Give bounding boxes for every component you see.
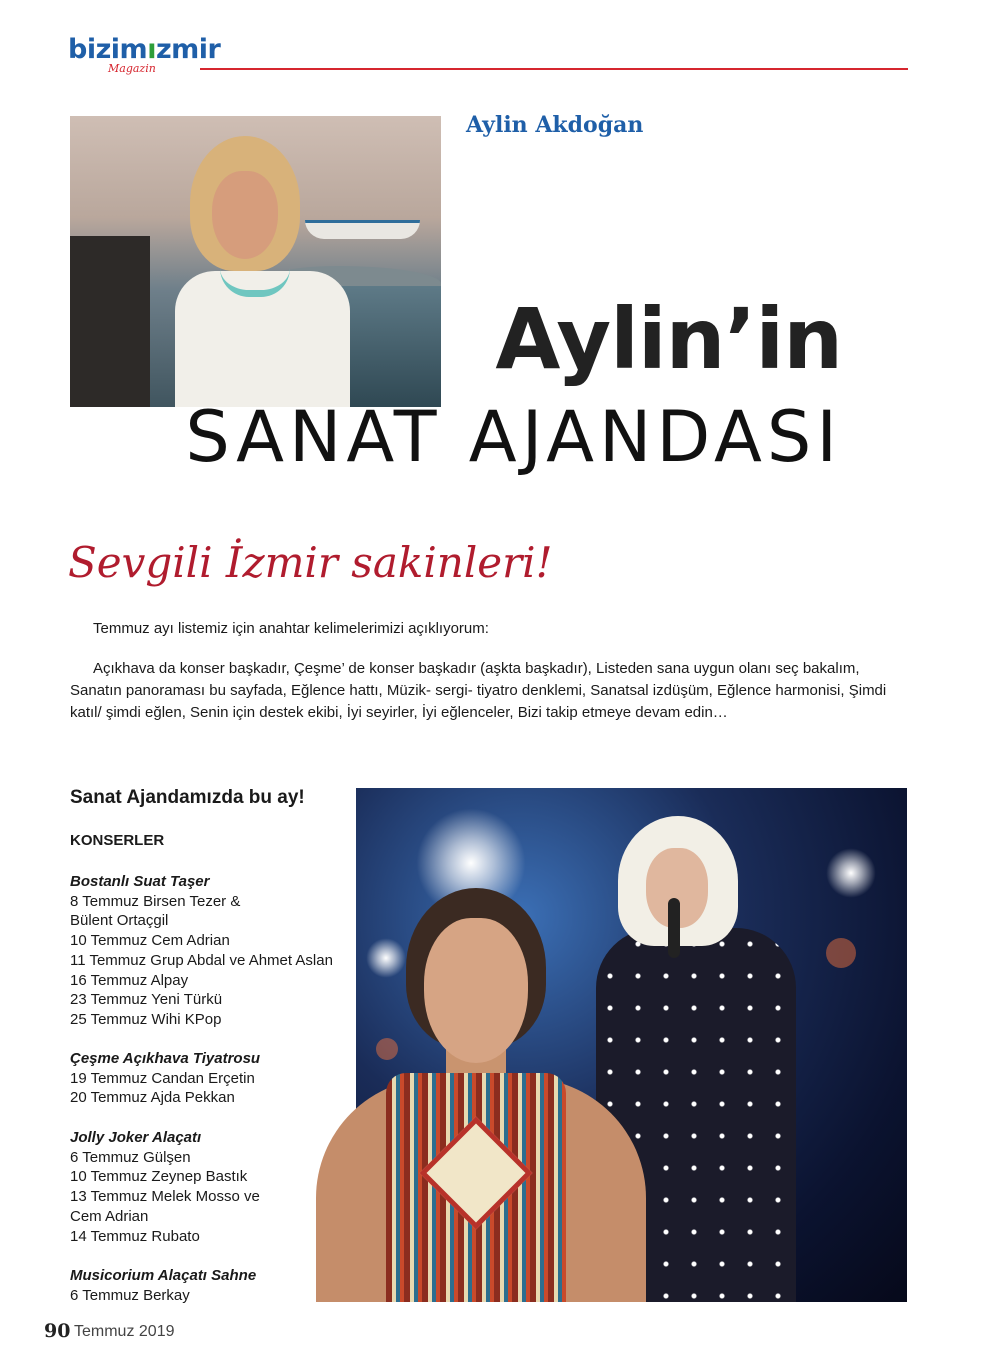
author-name: Aylin Akdoğan	[466, 112, 644, 138]
article-subtitle: SANAT AJANDASI	[185, 396, 842, 478]
list-item: 8 Temmuz Birsen Tezer &	[70, 892, 241, 910]
list-item: 25 Temmuz Wihi KPop	[70, 1010, 222, 1028]
list-item: 6 Temmuz Gülşen	[70, 1148, 191, 1166]
intro-paragraph: Temmuz ayı listemiz için anahtar kelimelerimizi açıklıyorum:	[93, 620, 489, 637]
section-concerts: KONSERLER	[70, 832, 165, 849]
list-item: 20 Temmuz Ajda Pekkan	[70, 1089, 235, 1107]
singer-portrait	[316, 888, 646, 1302]
agenda-heading: Sanat Ajandamızda bu ay!	[70, 787, 305, 808]
venue-name: Musicorium Alaçatı Sahne	[70, 1267, 257, 1284]
palm-tree-icon: ı	[147, 34, 156, 65]
greeting-heading: Sevgili İzmir sakinleri!	[68, 538, 553, 587]
list-item: 13 Temmuz Melek Mosso ve	[70, 1188, 260, 1206]
logo-subtitle: Magazin	[108, 62, 156, 75]
list-item: 16 Temmuz Alpay	[70, 971, 189, 989]
logo-text-right: zmir	[155, 34, 221, 65]
keywords-paragraph: Açıkhava da konser başkadır, Çeşme’ de konser başkadır (aşkta başkadır), Listeden sana uygun olanı seç bakalım, Sanatın panoraması bu sayfada, Eğlence hattı, Müzik- sergi- tiyatro denklemi, Sanatsal izdüşüm, Eğlence harmonisi, Şimdi katıl/ şimdi eğlen, Senin için destek ekibi, İyi seyirler, İyi eğlenceler, Bizi takip etmeye devam edin…	[70, 660, 887, 721]
list-item: 6 Temmuz Berkay	[70, 1286, 190, 1304]
venue-name: Çeşme Açıkhava Tiyatrosu	[70, 1050, 261, 1067]
issue-date: Temmuz 2019	[74, 1323, 175, 1340]
article-title: Aylin’in	[495, 290, 842, 388]
list-item: 10 Temmuz Cem Adrian	[70, 932, 230, 950]
list-item: 23 Temmuz Yeni Türkü	[70, 991, 223, 1009]
venue-name: Bostanlı Suat Taşer	[70, 873, 210, 890]
list-item: 10 Temmuz Zeynep Bastık	[70, 1168, 248, 1186]
list-item: 19 Temmuz Candan Erçetin	[70, 1069, 255, 1087]
list-item: Bülent Ortaçgil	[70, 912, 169, 930]
list-item: Cem Adrian	[70, 1207, 149, 1225]
magazine-logo	[68, 34, 220, 65]
venue-name: Jolly Joker Alaçatı	[70, 1129, 202, 1146]
logo-text-left: bizim	[68, 34, 148, 65]
header-divider	[200, 68, 908, 70]
list-item: 11 Temmuz Grup Abdal ve Ahmet Aslan	[70, 951, 333, 969]
list-item: 14 Temmuz Rubato	[70, 1227, 200, 1245]
page-number: 90	[44, 1320, 71, 1342]
